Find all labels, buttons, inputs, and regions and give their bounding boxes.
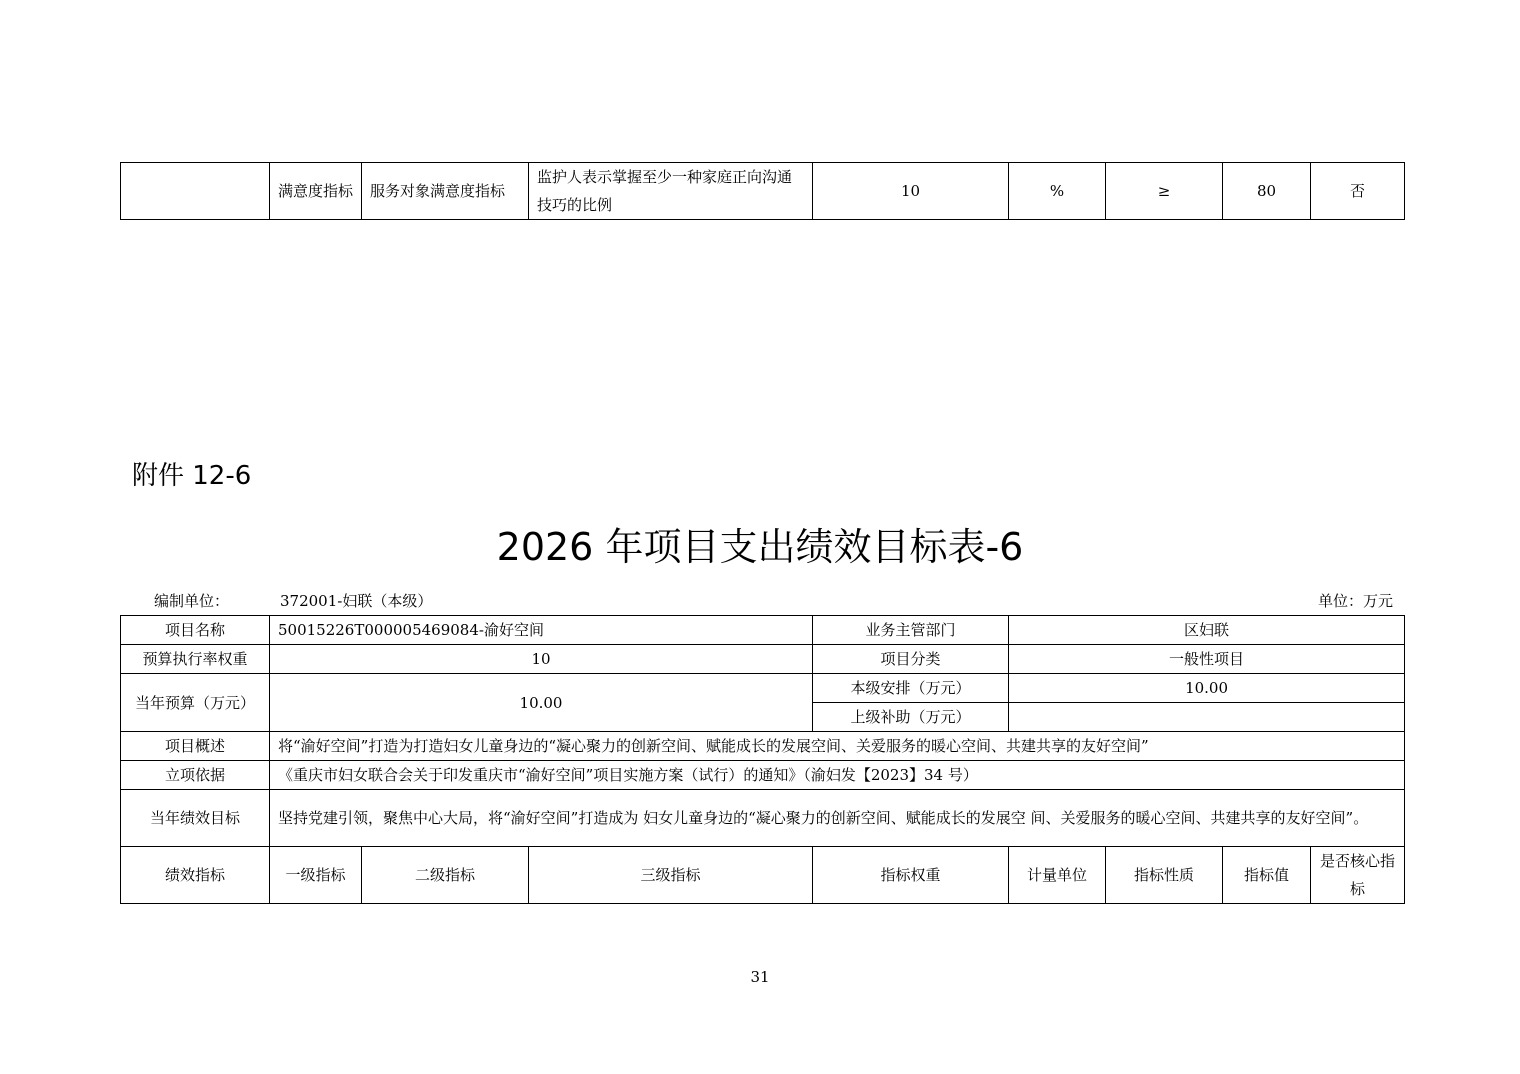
header-unit: 计量单位 [1009, 847, 1106, 904]
table-row [121, 163, 1405, 220]
category-value: 一般性项目 [1009, 645, 1405, 674]
annual-budget-value: 10.00 [270, 674, 813, 732]
cell-level3: 监护人表示掌握至少一种家庭正向沟通技巧的比例 [529, 163, 813, 220]
page-title: 2026 年项目支出绩效目标表-6 [496, 525, 1024, 569]
goal-label: 当年绩效目标 [121, 790, 270, 847]
dept-label: 业务主管部门 [813, 616, 1009, 645]
table-header-row [121, 847, 1405, 904]
table-row [121, 761, 1405, 790]
indicator-table-continued [120, 162, 1405, 220]
org-label: 编制单位： [154, 592, 230, 610]
header-level1: 一级指标 [270, 847, 362, 904]
basis-label: 立项依据 [121, 761, 270, 790]
project-name-value: 50015226T000005469084-渝好空间 [270, 616, 813, 645]
goal-value: 坚持党建引领，聚焦中心大局，将“渝好空间”打造成为 妇女儿童身边的“凝心聚力的创新空间、赋能成长的发展空 间、关爱服务的暖心空间、共建共享的友好空间”。 [270, 790, 1405, 847]
project-name-label: 项目名称 [121, 616, 270, 645]
dept-value: 区妇联 [1009, 616, 1405, 645]
cell-level2: 服务对象满意度指标 [362, 163, 529, 220]
budget-weight-value: 10 [270, 645, 813, 674]
page-number: 31 [750, 968, 770, 986]
header-weight: 指标权重 [813, 847, 1009, 904]
annual-budget-label: 当年预算（万元） [121, 674, 270, 732]
budget-weight-label: 预算执行率权重 [121, 645, 270, 674]
cell-weight: 10 [813, 163, 1009, 220]
category-label: 项目分类 [813, 645, 1009, 674]
table-row [121, 732, 1405, 761]
overview-value: 将“渝好空间”打造为打造妇女儿童身边的“凝心聚力的创新空间、赋能成长的发展空间、关爱服务的暖心空间、共建共享的友好空间” [270, 732, 1405, 761]
cell-level1: 满意度指标 [270, 163, 362, 220]
table-row [121, 645, 1405, 674]
attachment-label: 附件 12-6 [132, 461, 252, 491]
header-level2: 二级指标 [362, 847, 529, 904]
upper-subsidy-value [1009, 703, 1405, 732]
cell-value: 80 [1223, 163, 1311, 220]
org-value: 372001-妇联（本级） [280, 592, 433, 610]
unit-label: 单位：万元 [1317, 592, 1393, 610]
table-row [121, 674, 1405, 703]
header-level3: 三级指标 [529, 847, 813, 904]
cell-blank [121, 163, 270, 220]
upper-subsidy-label: 上级补助（万元） [813, 703, 1009, 732]
cell-unit: % [1009, 163, 1106, 220]
performance-goal-table [120, 615, 1405, 904]
overview-label: 项目概述 [121, 732, 270, 761]
table-row [121, 616, 1405, 645]
header-indicator: 绩效指标 [121, 847, 270, 904]
cell-core: 否 [1311, 163, 1405, 220]
local-funding-label: 本级安排（万元） [813, 674, 1009, 703]
cell-nature: ≥ [1106, 163, 1223, 220]
header-nature: 指标性质 [1106, 847, 1223, 904]
table-row [121, 790, 1405, 847]
local-funding-value: 10.00 [1009, 674, 1405, 703]
header-core: 是否核心指标 [1311, 847, 1405, 904]
basis-value: 《重庆市妇女联合会关于印发重庆市“渝好空间”项目实施方案（试行）的通知》（渝妇发【2023】34 号） [270, 761, 1405, 790]
header-value: 指标值 [1223, 847, 1311, 904]
